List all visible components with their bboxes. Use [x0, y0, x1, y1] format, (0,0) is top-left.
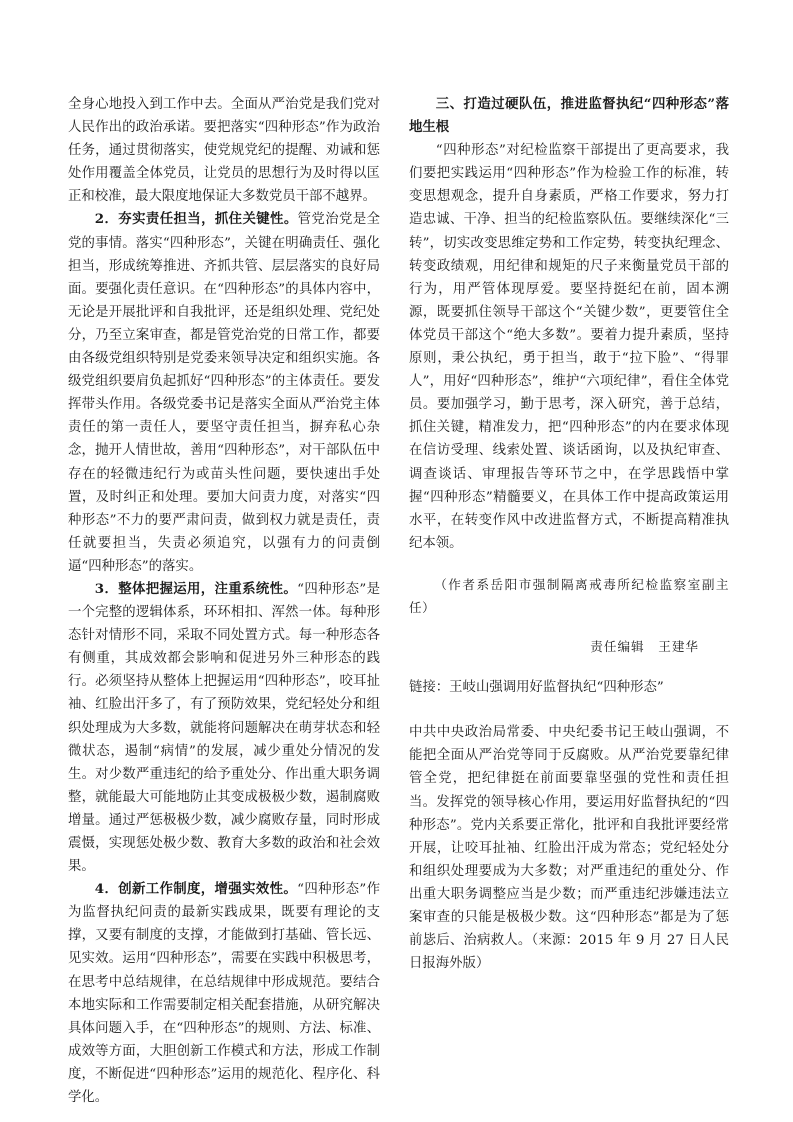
item-2-body: 管党治党是全党的事情。落实“四种形态”，关键在明确责任、强化担当，形成统筹推进、齐抓共管、层层落实的良好局面。要强化责任意识。在“四种形态”的具体内容中，无论是开展批评和自我批评，还是组织处理、党纪处分，乃至立案审查，都是管党治党的日常工作，都要由各级党组织特别是党委来领导决定和组织实施。各级党组织要肩负起抓好“四种形态”的主体责任。要发挥带头作用。各级党委书记是落实全面从严治党主体责任的第一责任人，要坚守责任担当，摒弃私心杂念，抛开人情世故，善用“四种形态”，对干部队伍中存在的轻微违纪行为或苗头性问题，要快速出手处置，及时纠正和处理。要加大问责力度，对落实“四种形态”不力的要严肃问责，做到权力就是责任，责任就要担当，失责必须追究，以强有力的问责倒逼“四种形态”的落实。: [68, 212, 380, 574]
editor-line: 责任编辑 王建华: [590, 639, 699, 655]
item-3-body: “四种形态”是一个完整的逻辑体系，环环相扣、浑然一体。每种形态针对情形不同，采取不同处置方式。每一种形态各有侧重，其成效都会影响和促进另外三种形态的践行。必须坚持从整体上把握运用“四种形态”，咬耳扯袖、红脸出汗多了，有了预防效果，党纪轻处分和组织处理成为大多数，就能将问题解决在萌芽状态和轻微状态，遏制“病情”的发展，减少重处分情况的发生。对少数严重违纪的给予重处分、作出重大职务调整，就能最大可能地防止其变成极极少数，遏制腐败增量。通过严惩极极少数，减少腐败存量，同时形成震慑，实现惩处极少数、教育大多数的政治和社会效果。: [68, 581, 380, 875]
item-2-heading: 2．夯实责任担当，抓住关键性。: [94, 211, 298, 228]
author-note: （作者系岳阳市强制隔离戒毒所纪检监察室副主任）: [409, 576, 729, 615]
item-4: [68, 878, 380, 1109]
item-3: [68, 578, 380, 878]
link-heading: 链接：王岐山强调用好监督执纪“四种形态”: [409, 680, 664, 696]
left-column: [68, 93, 380, 1109]
paragraph-intro: 全身心地投入到工作中去。全面从严治党是我们党对人民作出的政治承诺。要把落实“四种形态”作为政治任务，通过贯彻落实，使党规党纪的提醒、劝诫和惩处作用覆盖全体党员，让党员的思想行为及时得以匡正和校准，最大限度地保证大多数党员干部不越界。: [68, 97, 380, 205]
item-3-heading: 3．整体把握运用，注重系统性。: [94, 580, 298, 597]
section-heading: 三、打造过硬队伍，推进监督执纪“四种形态”落地生根: [409, 96, 729, 136]
section-body: “四种形态”对纪检监察干部提出了更高要求，我们要把实践运用“四种形态”作为检验工作的标准，转变思想观念，提升自身素质，严格工作要求，努力打造忠诚、干净、担当的纪检监察队伍。要继续深化“三转”，切实改变思维定势和工作定势，转变执纪理念、转变政绩观，用纪律和规矩的尺子来衡量党员干部的行为，用严管体现厚爱。要坚持挺纪在前，固本溯源，既要抓住领导干部这个“关键少数”，更要管住全体党员干部这个“绝大多数”。要着力提升素质，坚持原则，秉公执纪，勇于担当，敢于“拉下脸”、“得罪人”，用好“四种形态”，维护“六项纪律”，看住全体党员。要加强学习，勤于思考，深入研究，善于总结，抓住关键，精准发力，把“四种形态”的内在要求体现在信访受理、线索处置、谈话函询，以及执纪审查、调查谈话、审理报告等环节之中，在学思践悟中掌握“四种形态”精髓要义，在具体工作中提高政策运用水平，在转变作风中改进监督方式，不断提高精准执纪本领。: [409, 143, 729, 551]
link-body: 中共中央政治局常委、中央纪委书记王岐山强调，不能把全面从严治党等同于反腐败。从严治党要靠纪律管全党，把纪律挺在前面要靠坚强的党性和责任担当。发挥党的领导核心作用，要运用好监督执纪的“四种形态”。党内关系要正常化，批评和自我批评要经常开展，让咬耳扯袖、红脸出汗成为常态；党纪轻处分和组织处理要成为大多数；对严重违纪的重处分、作出重大职务调整应当是少数；而严重违纪涉嫌违法立案审查的只能是极极少数。这“四种形态”都是为了惩前毖后、治病救人。（来源：2015 年 9 月 27 日人民日报海外版）: [409, 725, 729, 972]
right-column: [409, 93, 729, 975]
item-4-heading: 4．创新工作制度，增强实效性。: [94, 881, 298, 898]
item-4-body: “四种形态”作为监督执纪问责的最新实践成果，既要有理论的支撑，又要有制度的支撑，才能做到打基础、管长远、见实效。运用“四种形态”，需要在实践中积极思考，在思考中总结规律，在总结规律中形成规范。要结合本地实际和工作需要制定相关配套措施，从研究解决具体问题入手，在“四种形态”的规则、方法、标准、成效等方面，大胆创新工作模式和方法，形成工作制度，不断促进“四种形态”运用的规范化、程序化、科学化。: [68, 882, 380, 1106]
item-2: [68, 208, 380, 578]
